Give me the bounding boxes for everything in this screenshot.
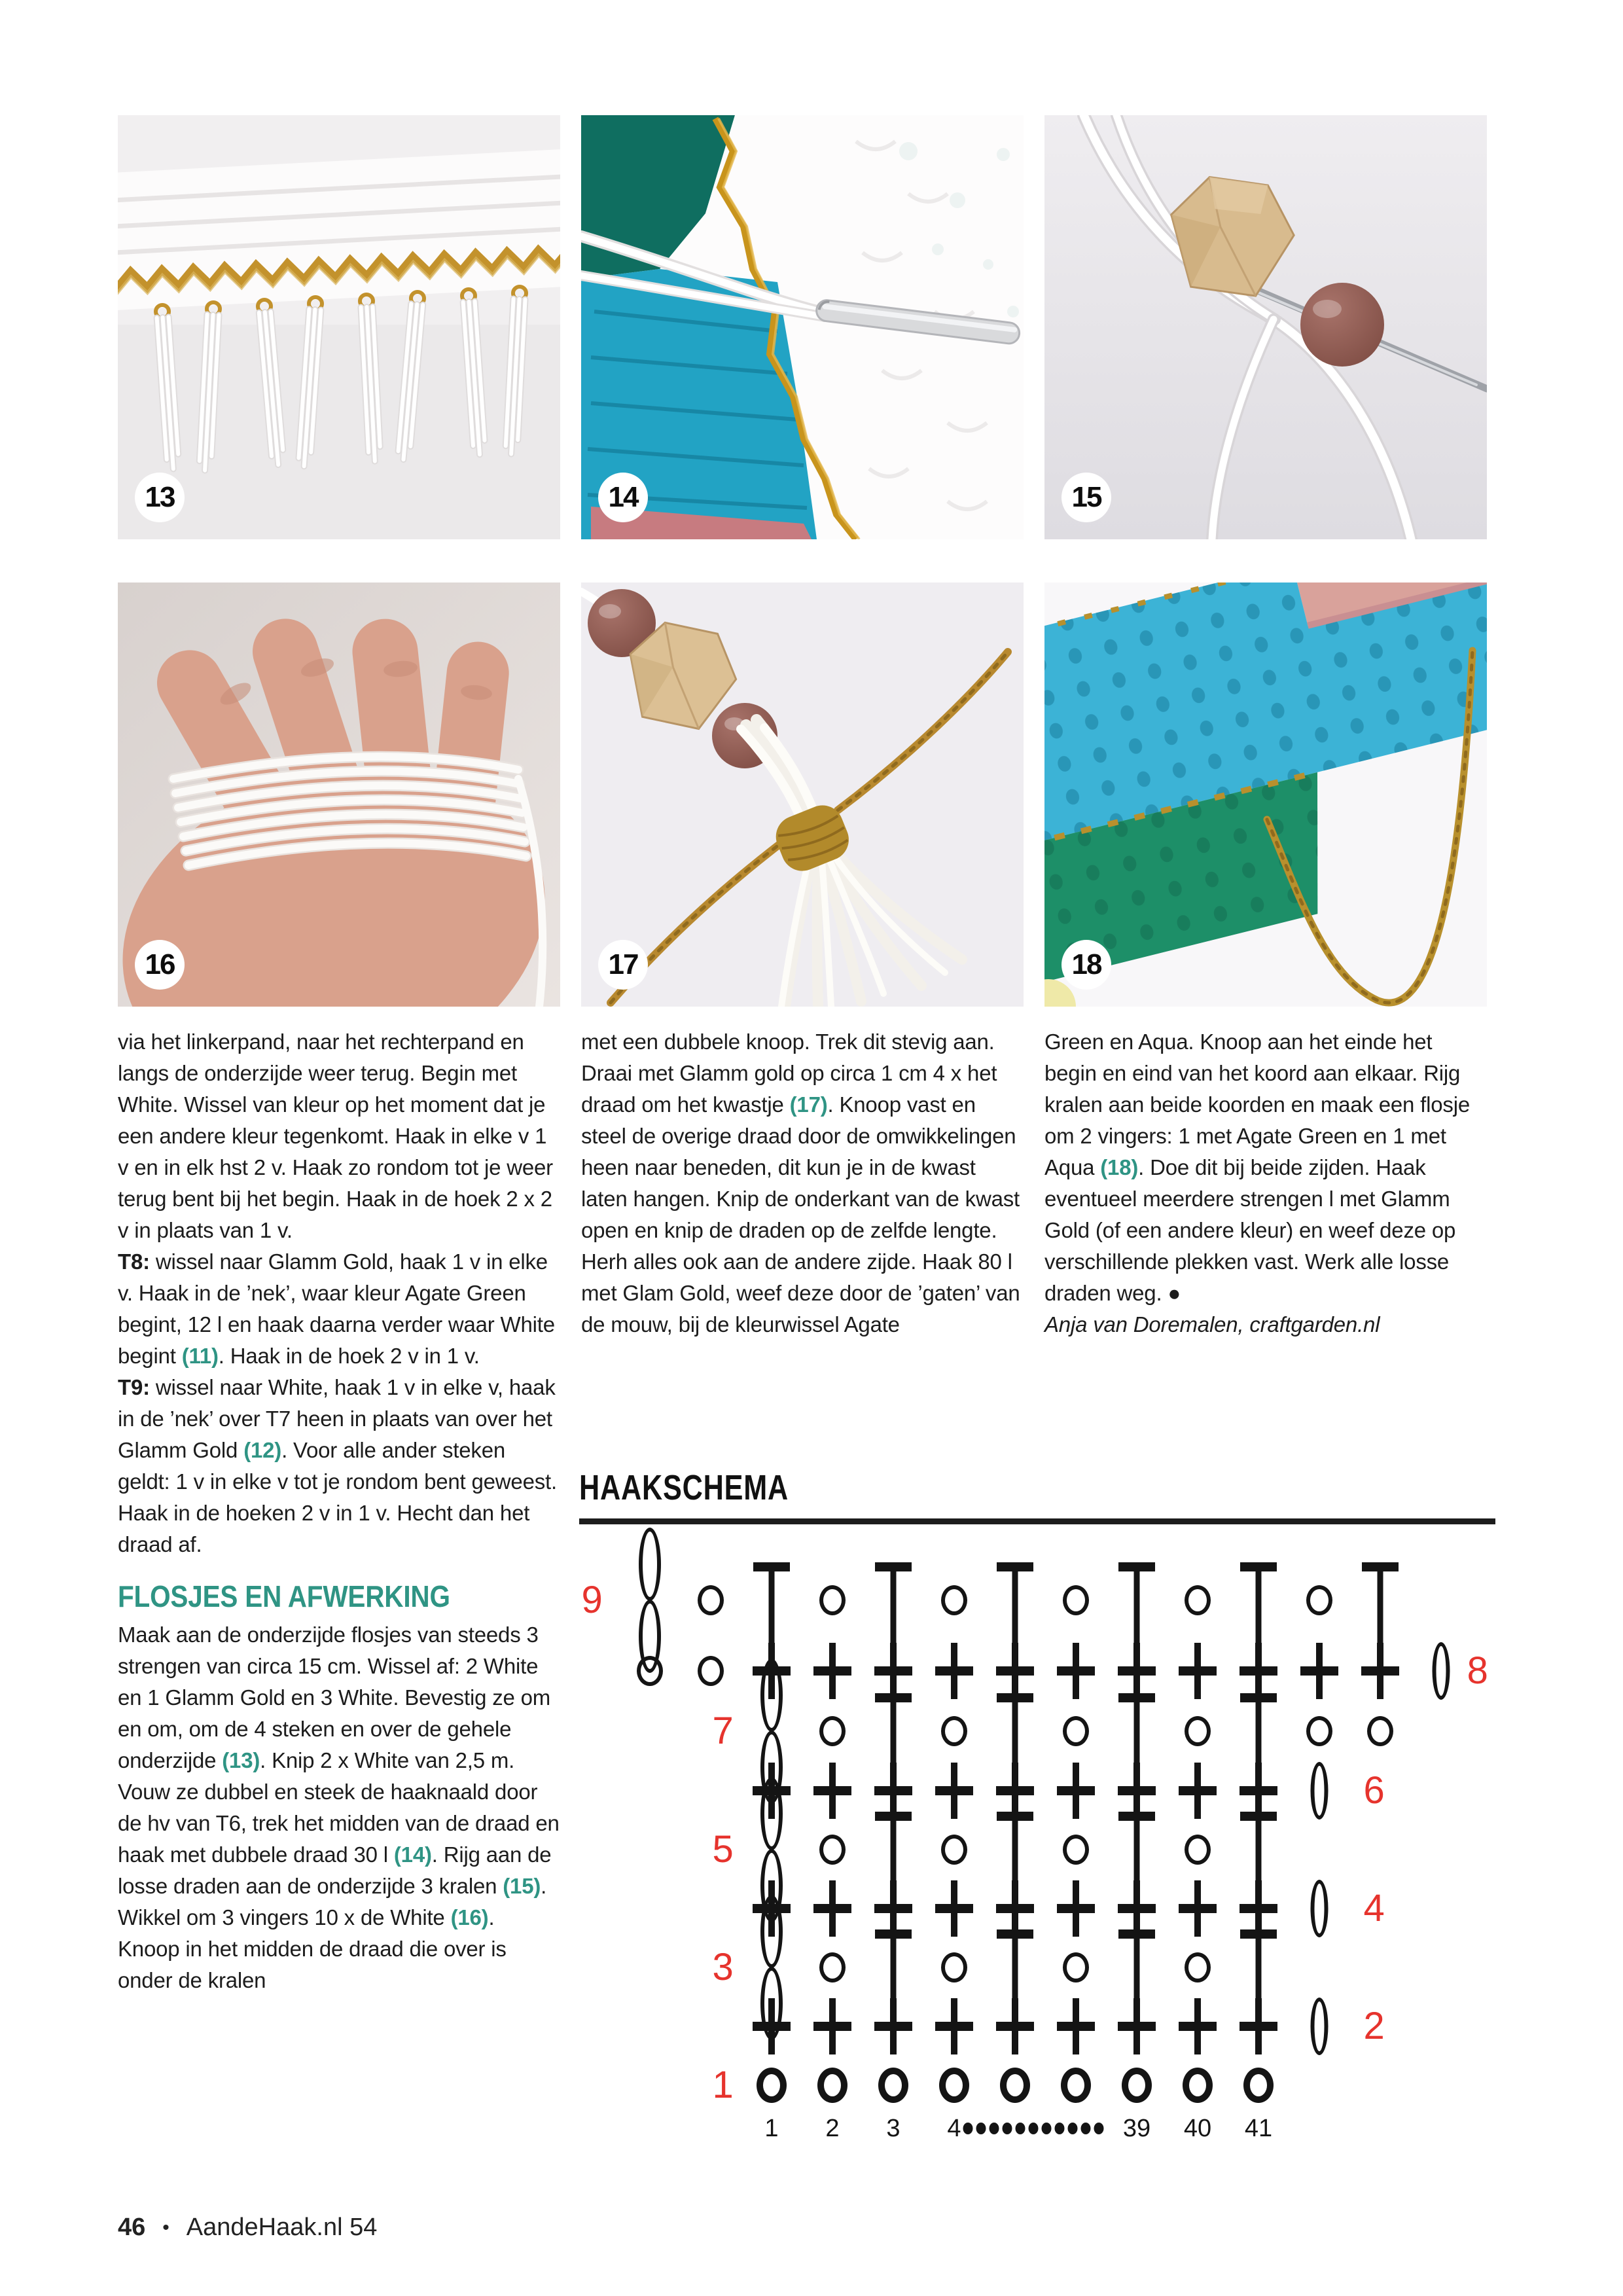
stitch-chain: [819, 1716, 846, 1746]
stitch-chain: [1185, 1835, 1211, 1865]
stitch-chain: [1063, 1952, 1089, 1982]
stitch-chain: [819, 1835, 846, 1865]
photo-number-badge: [598, 940, 648, 990]
stitch-chain: [1185, 1952, 1211, 1982]
stitch-single-crochet: [1057, 1763, 1095, 1819]
stitch-single-crochet: [874, 1880, 912, 1937]
stitch-single-crochet: [874, 1998, 912, 2054]
paragraph: via het linkerpand, naar het rechterpand en langs de onderzijde weer terug. Begin met White. Wissel van kleur op het moment dat je een andere kleur tegenkomt. Haak in elke v 1 v en in elk hst 2 v. Haak zo rondom tot je weer terug bent bij het begin. Haak in de hoek 2 x 2 v in plaats van 1 v.: [118, 1030, 553, 1242]
stitch-stitch-count: 4: [947, 2115, 961, 2142]
stitch-chain: [819, 1952, 846, 1982]
photo-14: [581, 115, 1024, 539]
stitch-single-crochet: [874, 1643, 912, 1699]
photo-16: [118, 583, 560, 1007]
paragraph: Green en Aqua. Knoop aan het einde het begin en eind van het koord aan elkaar. Rijg kralen aan beide koorden en maak een flosje om 2 vingers: 1 met Agate Green en 1 met Aqua (18). Doe dit bij beide zijden. Haak eventueel meerdere strengen l met Glamm Gold (of een andere kleur) en weef deze op verschillende plekken vast. Werk alle losse draden weg. ●: [1044, 1030, 1471, 1305]
stitch-turning-chain: [1433, 1642, 1450, 1700]
stitch-chain: [941, 1585, 967, 1615]
stitch-chain: [1367, 1716, 1393, 1746]
stitch-double-crochet: [1240, 1562, 1277, 1650]
stitch-single-crochet: [1118, 1763, 1156, 1819]
stitch-single-crochet: [1118, 1998, 1156, 2054]
stitch-turning-chain-2: [639, 1528, 661, 1673]
stitch-single-crochet: [1240, 1763, 1277, 1819]
photo-18: [1044, 583, 1487, 1007]
stitch-double-crochet: [997, 1562, 1033, 1650]
stitch-row-number: 9: [581, 1579, 603, 1621]
stitch-chain: [1185, 1585, 1211, 1615]
stitch-single-crochet: [996, 1643, 1034, 1699]
stitch-single-crochet: [1240, 1880, 1277, 1937]
stitch-single-crochet: [813, 1763, 851, 1819]
stitch-single-crochet: [1179, 1998, 1217, 2054]
stitch-chain: [941, 1716, 967, 1746]
stitch-chain: [1063, 1716, 1089, 1746]
photo-18-art: [1044, 583, 1487, 1007]
stitch-ellipsis: [963, 2123, 1103, 2134]
photo-number: 17: [608, 948, 638, 980]
stitch-row-number: 5: [712, 1828, 734, 1871]
stitch-single-crochet: [996, 1763, 1034, 1819]
stitch-stitch-count: 2: [825, 2115, 840, 2142]
stitch-row-number: 1: [712, 2064, 734, 2106]
stitch-chain: [1063, 1585, 1089, 1615]
text-column-2: [581, 1026, 1024, 1340]
photo-number: 15: [1071, 481, 1101, 513]
stitch-single-crochet: [1179, 1643, 1217, 1699]
stitch-chain: [1306, 1585, 1332, 1615]
stitch-foundation-chain: [1243, 2068, 1274, 2103]
text-column-1: [118, 1026, 560, 1996]
stitch-single-crochet: [813, 1998, 851, 2054]
stitch-foundation-chain: [939, 2068, 969, 2103]
photo-14-art: [581, 115, 1024, 539]
stitch-double-crochet: [1362, 1562, 1399, 1650]
stitch-chain: [1063, 1835, 1089, 1865]
paragraph: met een dubbele knoop. Trek dit stevig aan. Draai met Glamm gold op circa 1 cm 4 x het draad om het kwastje (17). Knoop vast en steel de overige draad door de omwikkelingen heen naar beneden, dit kun je in de kwast laten hangen. Knip de onderkant van de kwast open en knip de draden op de zelfde lengte. Herh alles ook aan de andere zijde. Haak 80 l met Glam Gold, weef deze door de ’gaten’ van de mouw, bij de kleurwissel Agate: [581, 1030, 1020, 1336]
stitch-chain: [637, 1656, 663, 1686]
stitch-stitch-count: 1: [764, 2115, 779, 2142]
stitch-chain: [941, 1835, 967, 1865]
stitch-row-number: 4: [1363, 1887, 1385, 1929]
stitch-single-crochet: [874, 1763, 912, 1819]
photo-15-art: [1044, 115, 1487, 539]
section-heading: FLOSJES EN AFWERKING: [118, 1579, 450, 1613]
photo-15: [1044, 115, 1487, 539]
stitch-foundation-chain: [1183, 2068, 1213, 2103]
photo-number-badge: [598, 473, 648, 522]
photo-13-art: [118, 115, 560, 539]
stitch-chain: [819, 1585, 846, 1615]
stitch-single-crochet: [813, 1880, 851, 1937]
byline: Anja van Doremalen, craftgarden.nl: [1044, 1312, 1380, 1336]
page-footer: [118, 2214, 377, 2242]
stitch-single-crochet: [996, 1880, 1034, 1937]
stitch-single-crochet: [1179, 1880, 1217, 1937]
stitch-single-crochet: [1057, 1643, 1095, 1699]
stitch-foundation-chain: [817, 2068, 847, 2103]
stitch-foundation-chain: [1061, 2068, 1091, 2103]
stitch-chain: [698, 1656, 724, 1686]
stitch-foundation-chain: [757, 2068, 787, 2103]
stitch-row-number: 6: [1363, 1769, 1385, 1812]
stitch-stitch-count: 3: [886, 2115, 901, 2142]
stitch-row-number: 8: [1467, 1649, 1488, 1692]
photo-number: 13: [145, 481, 175, 513]
photo-17: [581, 583, 1024, 1007]
photo-number-badge: [135, 473, 185, 522]
paragraph: Maak aan de onderzijde flosjes van steeds 3 strengen van circa 15 cm. Wissel af: 2 White en 1 Glamm Gold en 3 White. Bevestig ze om en om, om de 4 steken en over de gehele onderzijde (13). Knip 2 x White van 2,5 m. Vouw ze dubbel en steek de haaknaald door de hv van T6, trek het midden van de draad en haak met dubbele draad 30 l (14). Rijg aan de losse draden aan de onderzijde 3 kralen (15). Wikkel om 3 vingers 10 x de White (16). Knoop in het midden de draad die over is onder de kralen: [118, 1623, 560, 1992]
stitch-single-crochet: [753, 1998, 791, 2054]
stitch-stitch-count: 39: [1122, 2115, 1151, 2142]
stitch-chain: [1185, 1716, 1211, 1746]
page-number: 46: [118, 2214, 146, 2241]
stitch-turning-chain: [1311, 1880, 1329, 1937]
heading-rule: [579, 1518, 1495, 1524]
stitch-single-crochet: [1118, 1643, 1156, 1699]
footer-separator-dot: •: [162, 2217, 169, 2238]
stitch-single-crochet: [996, 1998, 1034, 2054]
photo-number: 16: [145, 948, 175, 980]
stitch-row-number: 2: [1363, 2005, 1385, 2047]
round-wood-bead: [1300, 283, 1384, 367]
paragraph: T9: wissel naar White, haak 1 v in elke v, haak in de ’nek’ over T7 heen in plaats van over het Glamm Gold (12). Voor alle ander steken geldt: 1 v in elke v tot je rondom bent geweest. Haak in de hoeken 2 v in 1 v. Hecht dan het draad af.: [118, 1375, 557, 1556]
stitch-row-number: 3: [712, 1946, 734, 1988]
stitch-single-crochet: [935, 1880, 973, 1937]
stitch-foundation-chain: [1122, 2068, 1152, 2103]
photo-number-badge: [1061, 940, 1111, 990]
stitch-row-number: 7: [712, 1710, 734, 1752]
stitch-double-crochet: [753, 1562, 790, 1650]
stitch-single-crochet: [1240, 1643, 1277, 1699]
stitch-chain: [698, 1585, 724, 1615]
stitch-single-crochet: [813, 1643, 851, 1699]
photo-17-art: [581, 583, 1024, 1007]
paragraph: T8: wissel naar Glamm Gold, haak 1 v in elke v. Haak in de ’nek’, waar kleur Agate Green begint, 12 l en haak daarna verder waar White begint (11). Haak in de hoek 2 v in 1 v.: [118, 1249, 555, 1368]
photo-number: 18: [1071, 948, 1101, 980]
photo-16-art: [118, 583, 560, 1007]
photo-number-badge: [135, 940, 185, 990]
stitch-double-crochet: [875, 1562, 912, 1650]
stitch-chain: [1306, 1716, 1332, 1746]
stitch-single-crochet: [1300, 1643, 1338, 1699]
stitch-single-crochet: [1057, 1880, 1095, 1937]
stitch-single-crochet: [1361, 1643, 1399, 1699]
photo-number-badge: [1061, 473, 1111, 522]
stitch-single-crochet: [935, 1643, 973, 1699]
stitch-stitch-count: 40: [1183, 2115, 1212, 2142]
haakschema-heading: HAAKSCHEMA: [579, 1468, 789, 1507]
photo-13: [118, 115, 560, 539]
stitch-single-crochet: [1240, 1998, 1277, 2054]
stitch-turning-chain: [1311, 1998, 1329, 2055]
stitch-single-crochet: [935, 1998, 973, 2054]
magazine-name: AandeHaak.nl 54: [186, 2214, 378, 2241]
stitch-foundation-chain: [1000, 2068, 1030, 2103]
stitch-stitch-count: 41: [1244, 2115, 1273, 2142]
stitch-chain: [941, 1952, 967, 1982]
stitch-single-crochet: [1057, 1998, 1095, 2054]
stitch-single-crochet: [1179, 1763, 1217, 1819]
photo-number: 14: [608, 481, 638, 513]
stitch-single-crochet: [935, 1763, 973, 1819]
stitch-double-crochet: [1118, 1562, 1155, 1650]
stitch-turning-chain: [1311, 1762, 1329, 1820]
stitch-single-crochet: [1118, 1880, 1156, 1937]
text-column-3: [1044, 1026, 1487, 1340]
stitch-foundation-chain: [878, 2068, 908, 2103]
